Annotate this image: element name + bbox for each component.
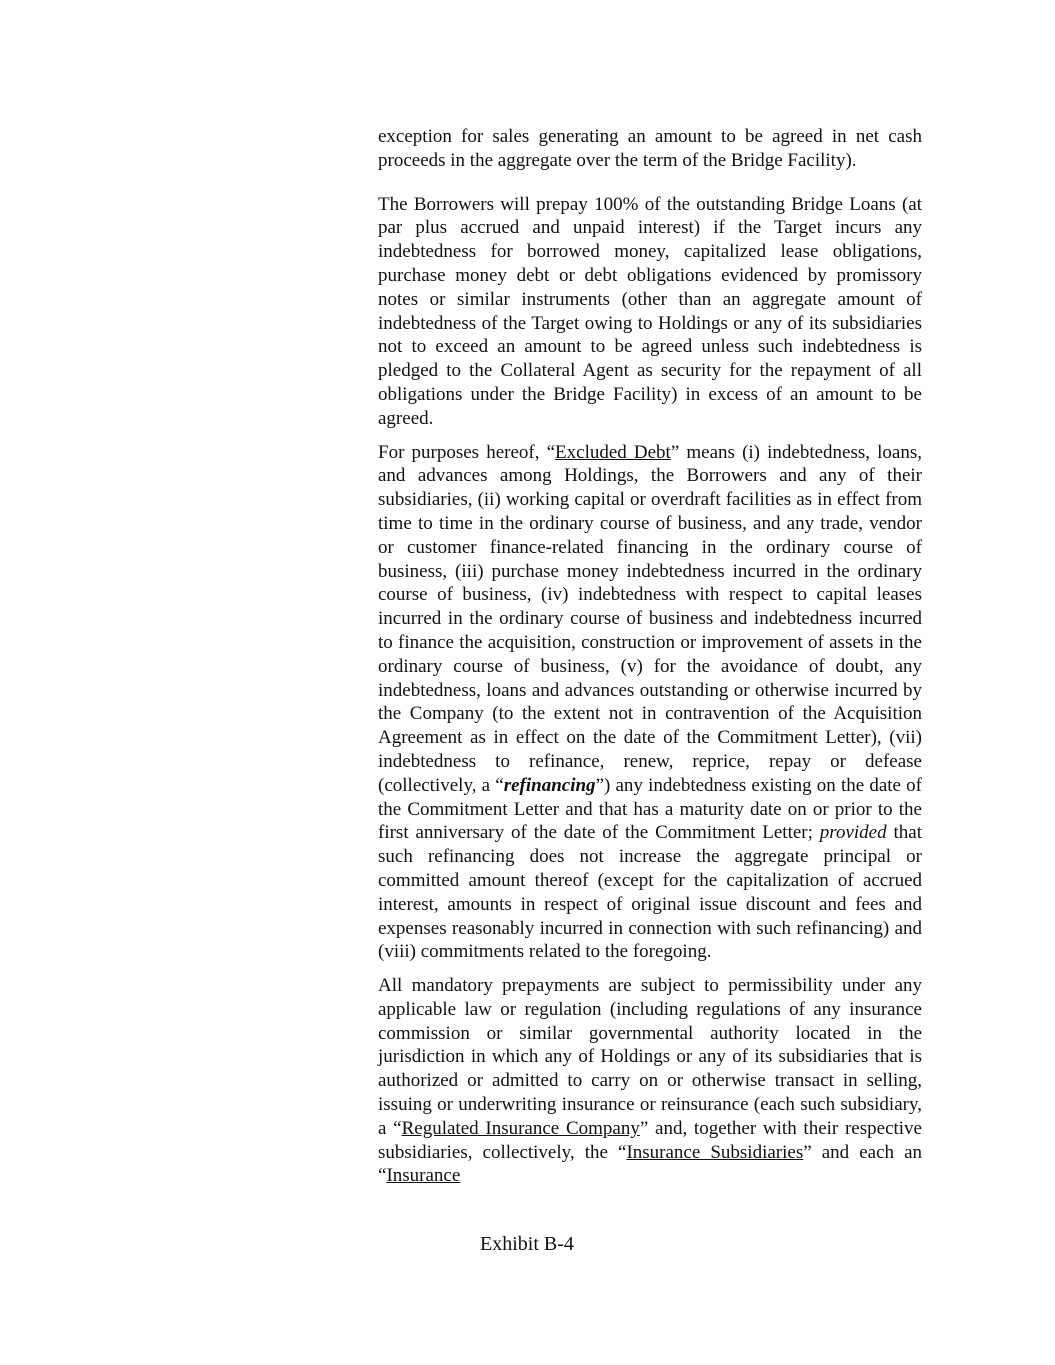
text-segment: For purposes hereof, “ xyxy=(378,441,556,463)
text-segment: ” means (i) indebtedness, loans, and advances among Holdings, the Borrowers and any of their subsidiaries, (ii) working capital or overdraft facilities as in effect from time to time in the ordinary course of business, and any trade, vendor or customer finance-related financing in the ordinary course of business, (iii) purchase money indebtedness incurred in the ordinary course of business, (iv) indebtedness with respect to capital leases incurred in the ordinary course of business and indebtedness incurred to finance the acquisition, construction or improvement of assets in the ordinary course of business, (v) for the avoidance of doubt, any indebtedness, loans and advances outstanding or otherwise incurred by the Company (to the extent not in contravention of the Acquisition Agreement as in effect on the date of the Commitment Letter), (vii) indebtedness to refinance, renew, reprice, repay or defease (collectively, a “ xyxy=(378,441,922,796)
defined-term-excluded-debt: Excluded Debt xyxy=(555,441,671,463)
defined-term-refinancing: refinancing xyxy=(503,774,596,796)
text-segment: ” and, together with their respective subsidiaries, collectively, the “ xyxy=(378,1117,922,1163)
paragraph-prepayment: The Borrowers will prepay 100% of the outstanding Bridge Loans (at par plus accrued and unpaid interest) if the Target incurs any indebtedness for borrowed money, capitalized lease obligations, purchase money debt or debt obligations evidenced by promissory notes or similar instruments (other than an aggregate amount of indebtedness of the Target owing to Holdings or any of its subsidiaries not to exceed an amount to be agreed unless such indebtedness is pledged to the Collateral Agent as security for the repayment of all obligations under the Bridge Facility) in excess of an amount to be agreed. xyxy=(378,193,922,429)
defined-term-regulated-insurance-company: Regulated Insurance Company xyxy=(401,1117,640,1139)
text-segment: ” and each an “ xyxy=(378,1141,923,1187)
defined-term-insurance-subsidiaries: Insurance Subsidiaries xyxy=(626,1141,804,1163)
paragraph-mandatory-prepayments xyxy=(378,974,922,1188)
defined-term-insurance: Insurance xyxy=(386,1165,461,1187)
text-segment: that such refinancing does not increase the aggregate principal or committed amount thereof (except for the capitalization of accrued interest, amounts in respect of original issue discount and fees and expenses reasonably incurred in connection with such refinancing) and (viii) commitments related to the foregoing. xyxy=(378,822,922,963)
proviso-provided: provided xyxy=(819,822,887,844)
page-footer-label: Exhibit B-4 xyxy=(480,1233,574,1255)
paragraph-sales-exception: exception for sales generating an amount to be agreed in net cash proceeds in the aggregate over the term of the Bridge Facility). xyxy=(378,126,922,171)
paragraph-excluded-debt xyxy=(378,441,922,965)
body-text xyxy=(378,125,922,1198)
text-segment: All mandatory prepayments are subject to permissibility under any applicable law or regulation (including regulations of any insurance commission or similar governmental authority located in the jurisdiction in which any of Holdings or any of its subsidiaries that is authorized or admitted to carry on or otherwise transact in selling, issuing or underwriting insurance or reinsurance (each such subsidiary, a “ xyxy=(378,975,922,1139)
text-segment: ”) any indebtedness existing on the date of the Commitment Letter and that has a maturity date on or prior to the first anniversary of the date of the Commitment Letter; xyxy=(378,774,923,844)
